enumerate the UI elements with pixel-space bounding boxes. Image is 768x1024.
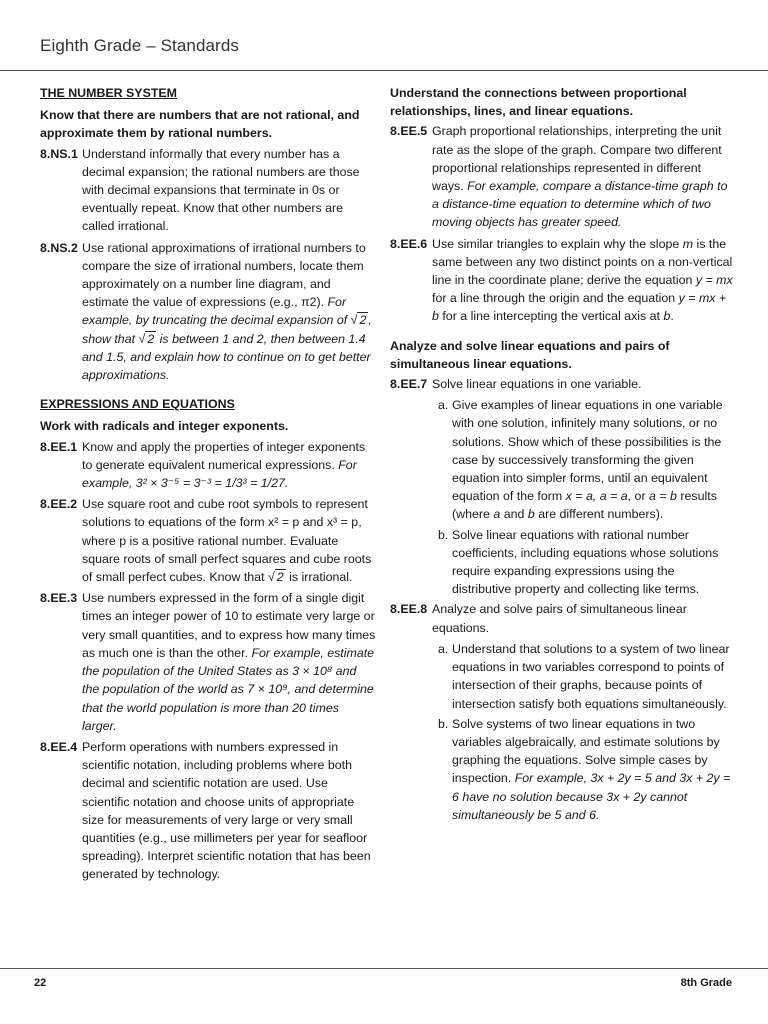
left-column xyxy=(40,84,376,887)
standard-code: 8.NS.1 xyxy=(40,146,78,161)
standard-text: Use rational approximations of irrational numbers to compare the size of irrational numbers, locate them approximately on a number line diagram, and estimate the value of expressions (e.g., π2). xyxy=(82,240,366,310)
standard-text-wrap xyxy=(82,589,376,735)
standard-text: Perform operations with numbers expressed in scientific notation, including problems where both decimal and scientific notation are used. Use scientific notation and choose units of appropriate size for measurements of very large or very small quantities (e.g., use millimeters per year for seafloor spreading). Interpret scientific notation that has been generated by technology. xyxy=(82,739,371,882)
item-text: Understand that solutions to a system of two linear equations in two variables correspond to points of intersection of their graphs, because points of intersection satisfy both equations simultaneously. xyxy=(452,641,730,711)
sqrt-symbol: √ xyxy=(350,313,358,328)
standard-8ee5 xyxy=(390,122,734,231)
cluster-heading-proportional: Understand the connections between proportional relationships, lines, and linear equations. xyxy=(390,86,687,119)
standard-text: Use similar triangles to explain why the slope xyxy=(432,236,680,251)
standard-text-wrap xyxy=(82,239,376,385)
standard-8ee1 xyxy=(40,438,376,493)
example-text: For example, by truncating the decimal expansion of xyxy=(82,295,348,328)
standard-8ee8 xyxy=(390,600,734,636)
standard-code: 8.EE.7 xyxy=(390,377,428,392)
item-text: and xyxy=(503,507,525,522)
standard-text: Understand informally that every number has a decimal expansion; the rational numbers are those with decimal expansions that terminate in 0s or eventually repeat. Know that other numbers are called irrational. xyxy=(82,146,360,234)
page-header-title: Eighth Grade – Standards xyxy=(40,36,239,55)
sqrt-two xyxy=(351,311,369,329)
cluster-heading-linear-equations: Analyze and solve linear equations and pairs of simultaneous linear equations. xyxy=(390,338,670,371)
section-title-number-system: THE NUMBER SYSTEM xyxy=(40,86,177,100)
item-text: Solve systems of two linear equations in two variables algebraically, and estimate solutions by graphing the equations. Solve simple cases by inspection. xyxy=(452,716,720,786)
footer-rule xyxy=(0,968,768,969)
sqrt-radicand: 2 xyxy=(359,313,367,328)
variable: m xyxy=(682,236,694,251)
standard-text: is irrational. xyxy=(289,570,353,585)
page-number: 22 xyxy=(34,977,47,989)
standard-code: 8.EE.4 xyxy=(40,739,78,754)
standard-code: 8.NS.2 xyxy=(40,240,78,255)
item-text: , or xyxy=(627,489,646,504)
standard-text: . xyxy=(670,309,674,324)
standard-8ee7-items xyxy=(438,396,734,598)
variable: b xyxy=(527,507,535,522)
standard-8ns2 xyxy=(40,239,376,385)
section-title-expressions: EXPRESSIONS AND EQUATIONS xyxy=(40,397,235,412)
example-text: For example, estimate the population of the United States as 3 × 10⁸ and the population of the world as 7 × 10⁹, and determine that the world population is more than 20 times larger. xyxy=(82,645,375,733)
variable: a xyxy=(493,507,501,522)
standard-text: Graph proportional relationships, interpreting the unit rate as the slope of the graph. Compare two different proportional relationships represented in different ways. xyxy=(432,124,722,194)
standard-code: 8.EE.1 xyxy=(40,439,78,454)
equation: a = b xyxy=(649,489,677,504)
standard-text: Use square root and cube root symbols to represent solutions to equations of the form x² = p and x³ = p, where p is a positive rational number. Evaluate square roots of small perfect squares and cube roots of small perfect cubes. Know that xyxy=(82,497,372,585)
item-text: Solve linear equations with rational number coefficients, including equations whose solutions require expanding expressions using the distributive property and collecting like terms. xyxy=(452,527,719,597)
standard-text-wrap xyxy=(82,495,376,586)
item-letter: a. xyxy=(438,398,449,413)
standard-code: 8.EE.6 xyxy=(390,236,428,251)
standard-8ee8-items xyxy=(438,640,734,824)
standard-text: Use numbers expressed in the form of a single digit times an integer power of 10 to estimate very large or very small quantities, and to express how many times as much one is than the other. xyxy=(82,591,376,660)
standard-text: Analyze and solve pairs of simultaneous linear equations. xyxy=(432,602,687,635)
example-text: For example, compare a distance-time graph to a distance-time equation to determine which of two moving objects has greater speed. xyxy=(432,179,728,230)
standard-code: 8.EE.5 xyxy=(390,124,428,139)
standard-code: 8.EE.3 xyxy=(40,591,78,606)
sqrt-symbol: √ xyxy=(267,570,275,585)
list-item xyxy=(438,715,734,824)
cluster-heading-rational: Know that there are numbers that are not rational, and approximate them by rational numbers. xyxy=(40,108,360,141)
sqrt-two xyxy=(268,568,286,586)
footer-grade-label: 8th Grade xyxy=(680,977,732,989)
sqrt-two xyxy=(139,330,157,348)
standard-8ee4 xyxy=(40,738,376,884)
standard-code: 8.EE.2 xyxy=(40,497,78,512)
cluster-heading-radicals: Work with radicals and integer exponents. xyxy=(40,419,289,434)
standard-text-wrap xyxy=(432,235,734,326)
list-item xyxy=(438,526,734,599)
item-text: results (where xyxy=(452,489,717,522)
list-item xyxy=(438,640,734,713)
example-text: For example, 3x + 2y = 5 and 3x + 2y = 6 have no solution because 3x + 2y cannot simultaneously be 5 and 6. xyxy=(452,771,731,822)
item-letter: a. xyxy=(438,641,449,656)
spacer xyxy=(390,329,734,337)
standard-text-wrap xyxy=(82,438,376,493)
item-text-wrap xyxy=(452,396,734,523)
item-text-wrap xyxy=(452,715,734,824)
example-text: , show that xyxy=(82,313,372,346)
standard-text: for a line through the origin and the equation xyxy=(432,291,676,306)
standard-8ee2 xyxy=(40,495,376,586)
standard-text: Know and apply the properties of integer exponents to generate equivalent numerical expressions. xyxy=(82,439,366,472)
standard-8ee7 xyxy=(390,375,734,393)
item-text: Give examples of linear equations in one variable with one solution, infinitely many solutions, or no solutions. Show which of these possibilities is the case by successively transforming the given equation into simpler forms, until an equivalent equation of the form xyxy=(452,398,723,504)
item-letter: b. xyxy=(438,716,449,731)
standard-text: is the same between any two distinct points on a non-vertical line in the coordinate plane; derive the equation xyxy=(432,236,733,288)
sqrt-symbol: √ xyxy=(138,331,146,346)
header-rule xyxy=(0,70,768,71)
standard-text: for a line intercepting the vertical axis at xyxy=(442,309,660,324)
standard-text: Solve linear equations in one variable. xyxy=(432,377,642,392)
variable: b xyxy=(663,309,671,324)
right-column xyxy=(390,84,734,826)
equation: y = mx xyxy=(695,273,733,288)
standard-8ee3 xyxy=(40,589,376,735)
sqrt-radicand: 2 xyxy=(147,331,155,346)
list-item xyxy=(438,396,734,523)
equation: x = a, a = a xyxy=(565,489,628,504)
example-text: For example, 3² × 3⁻⁵ = 3⁻³ = 1/3³ = 1/27. xyxy=(82,457,357,491)
standard-text-wrap xyxy=(432,122,734,231)
spacer xyxy=(40,387,376,395)
example-text: is between 1 and 2, then between 1.4 and 1.5, and explain how to continue on to get better approximations. xyxy=(82,331,371,383)
item-text: are different numbers). xyxy=(538,507,664,522)
item-letter: b. xyxy=(438,527,449,542)
sqrt-radicand: 2 xyxy=(276,570,284,585)
standard-8ns1 xyxy=(40,145,376,236)
standard-8ee6 xyxy=(390,235,734,326)
equation: y = mx + b xyxy=(432,291,727,324)
standard-code: 8.EE.8 xyxy=(390,602,428,617)
